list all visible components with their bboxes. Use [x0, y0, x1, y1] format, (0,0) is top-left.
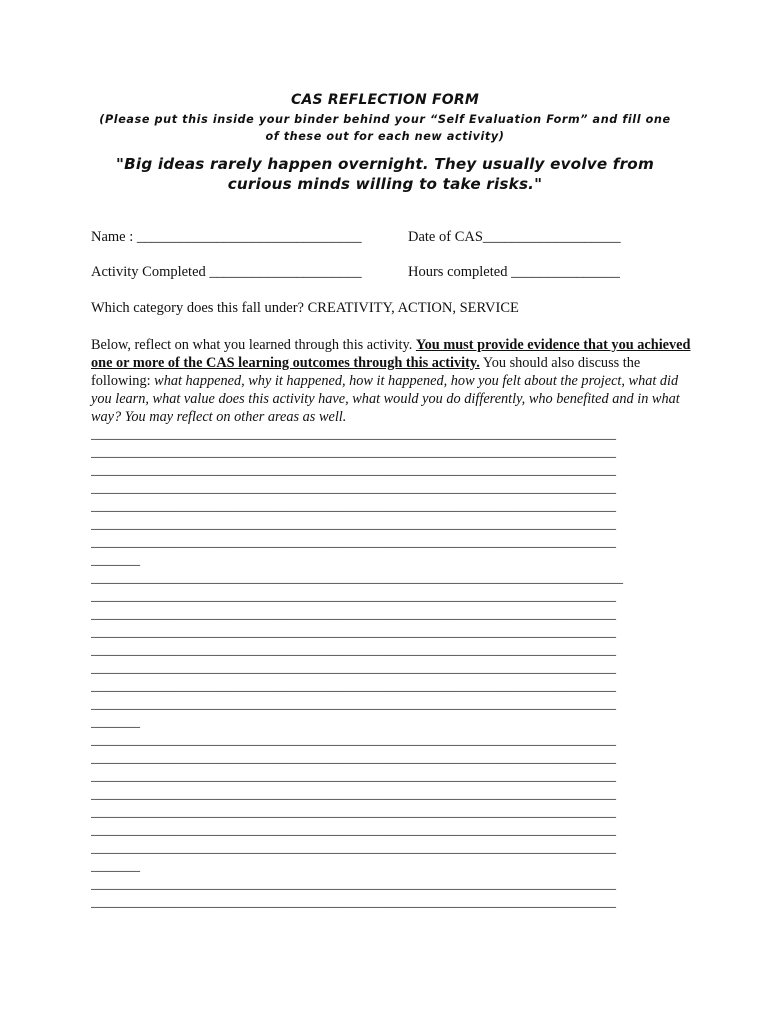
writing-line[interactable]: ___________________________________________________________________________ — [91, 517, 616, 532]
category-question: Which category does this fall under? CREATIVITY, ACTION, SERVICE — [91, 300, 519, 316]
quote — [60, 154, 710, 194]
writing-line[interactable]: ___________________________________________________________________________ — [91, 481, 616, 496]
writing-line[interactable]: ___________________________________________________________________________ — [91, 877, 616, 892]
writing-line[interactable]: ___________________________________________________________________________ — [91, 625, 616, 640]
instructions-emphasis: You must provide evidence that you achieved one or more of the CAS learning outcomes through this activity. — [91, 337, 691, 371]
reflection-instructions — [91, 336, 691, 426]
writing-line[interactable]: ___________________________________________________________________________ — [91, 445, 616, 460]
instructions-intro: Below, reflect on what you learned through this activity. — [91, 337, 416, 353]
writing-line[interactable]: ___________________________________________________________________________ — [91, 805, 616, 820]
quote-line-2: curious minds willing to take risks." — [227, 175, 543, 193]
quote-line-1: "Big ideas rarely happen overnight. They usually evolve from — [116, 155, 654, 173]
activity-field[interactable]: Activity Completed _____________________ — [91, 264, 362, 280]
subtitle-line-2: of these out for each new activity) — [265, 130, 505, 143]
writing-line[interactable]: ___________________________________________________________________________ — [91, 733, 616, 748]
subtitle-line-1: (Please put this inside your binder behind your “Self Evaluation Form” and fill one — [99, 113, 671, 126]
writing-line[interactable]: ___________________________________________________________________________ — [91, 787, 616, 802]
instructions-italic: what happened, why it happened, how it happened, how you felt about the project, what did you learn, what value does this activity have, what would you do differently, who benefited and in what way? You may reflect on other areas as well. — [91, 373, 680, 425]
writing-line[interactable]: ___________________________________________________________________________ — [91, 427, 616, 442]
reflection-writing-lines[interactable] — [91, 426, 691, 912]
writing-line[interactable]: ___________________________________________________________________________ — [91, 751, 616, 766]
writing-line[interactable]: ___________________________________________________________________________ — [91, 499, 616, 514]
writing-line[interactable]: _______ — [91, 553, 140, 568]
writing-line[interactable]: ___________________________________________________________________________ — [91, 679, 616, 694]
writing-line[interactable]: ___________________________________________________________________________ — [91, 535, 616, 550]
writing-line[interactable]: ___________________________________________________________________________ — [91, 841, 616, 856]
writing-line[interactable]: ___________________________________________________________________________ — [91, 589, 616, 604]
writing-line[interactable]: ___________________________________________________________________________ — [91, 823, 616, 838]
form-subtitle — [60, 111, 710, 145]
writing-line[interactable]: ___________________________________________________________________________ — [91, 643, 616, 658]
name-field[interactable]: Name : _______________________________ — [91, 229, 362, 245]
writing-line[interactable]: ___________________________________________________________________________ — [91, 661, 616, 676]
writing-line[interactable]: ____________________________________________________________________________ — [91, 571, 623, 586]
date-field[interactable]: Date of CAS___________________ — [408, 229, 621, 245]
writing-line[interactable]: ___________________________________________________________________________ — [91, 769, 616, 784]
form-title: CAS REFLECTION FORM — [291, 92, 479, 108]
hours-field[interactable]: Hours completed _______________ — [408, 264, 620, 280]
writing-line[interactable]: ___________________________________________________________________________ — [91, 697, 616, 712]
writing-line[interactable]: ___________________________________________________________________________ — [91, 895, 616, 910]
writing-line[interactable]: _______ — [91, 859, 140, 874]
instructions-middle: You should also discuss the following: — [91, 355, 641, 389]
writing-line[interactable]: ___________________________________________________________________________ — [91, 607, 616, 622]
writing-line[interactable]: _______ — [91, 715, 140, 730]
writing-line[interactable]: ___________________________________________________________________________ — [91, 463, 616, 478]
